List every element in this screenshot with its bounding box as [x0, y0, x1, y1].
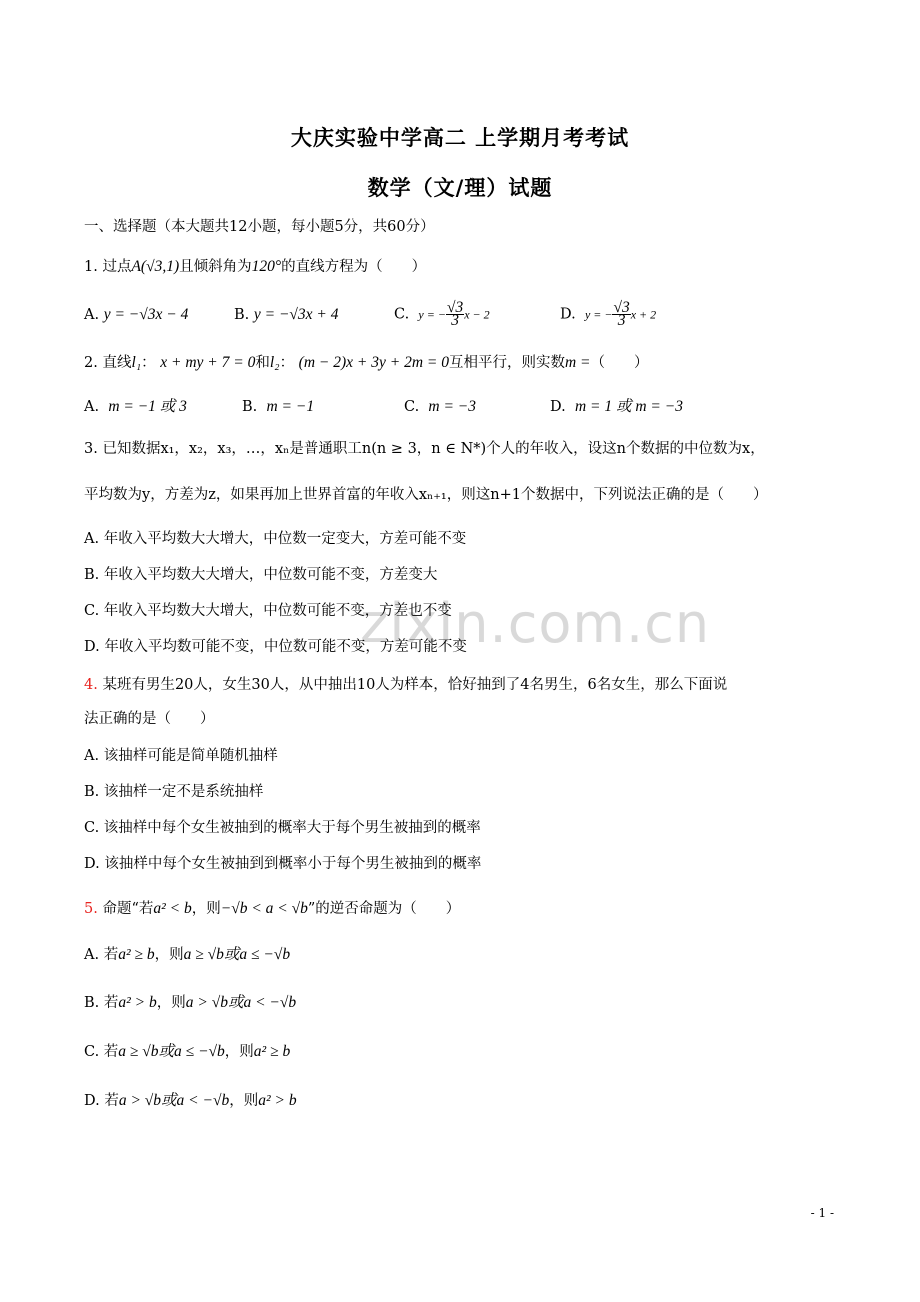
page-subtitle: 数学（文/理）试题 [367, 176, 553, 200]
question-3-line-2: 平均数为y，方差为z，如果再加上世界首富的年收入xₙ₊₁，则这n+1个数据中，下列说法正确的是（ ） [84, 487, 768, 503]
question-1-text-a: 过点 [102, 259, 132, 275]
option-5c: C. 若a ≥ √b或a ≤ −√b，则a² ≥ b [84, 1043, 291, 1060]
question-2: 2. 直线l₁： x + my + 7 = 0和l₂： (m − 2)x + 3y + 2m = 0互相平行，则实数m =（ ） [84, 354, 649, 371]
option-2c: C. m = −3 [404, 398, 477, 415]
option-1b: B. y = −√3x + 4 [234, 305, 339, 323]
option-3a: A. 年收入平均数大大增大，中位数一定变大，方差可能不变 [84, 531, 467, 547]
question-1-point: A(√3,1) [131, 258, 180, 275]
option-1a: A. y = −√3x − 4 [84, 305, 189, 323]
option-1c: C. y = − $\frac{√3}{3}$ x − 2 [394, 299, 490, 329]
option-5b: B. 若a² > b，则a > √b或a < −√b [84, 994, 297, 1011]
option-4d: D. 该抽样中每个女生被抽到到概率小于每个男生被抽到的概率 [84, 856, 482, 872]
option-2b: B. m = −1 [242, 398, 315, 415]
option-3c: C. 年收入平均数大大增大，中位数可能不变，方差也不变 [84, 603, 452, 619]
option-3b: B. 年收入平均数大大增大，中位数可能不变，方差变大 [84, 567, 438, 583]
question-4-line-1: 4. 某班有男生20人，女生30人，从中抽出10人为样本，恰好抽到了4名男生，6名女生，那么下面说 [84, 677, 728, 693]
option-3d: D. 年收入平均数可能不变，中位数可能不变，方差可能不变 [84, 639, 467, 655]
section-heading: 一、选择题（本大题共12小题，每小题5分，共60分） [84, 219, 435, 235]
watermark: zixin.com.cn [360, 592, 711, 655]
option-4a: A. 该抽样可能是简单随机抽样 [84, 748, 278, 764]
question-1-text-c: 的直线方程为（ ） [281, 259, 427, 275]
question-3-line-1: 3. 已知数据x₁，x₂，x₃，…，xₙ是普通职工n(n ≥ 3，n ∈ N*)个人的年收入，设这n个数据的中位数为x， [84, 441, 765, 457]
page-number: - 1 - [810, 1206, 834, 1220]
question-1-angle: 120° [251, 258, 282, 275]
option-5a: A. 若a² ≥ b，则a ≥ √b或a ≤ −√b [84, 946, 291, 963]
question-2-options [84, 396, 860, 418]
option-4b: B. 该抽样一定不是系统抽样 [84, 784, 264, 800]
question-1-number: 1. [84, 259, 98, 275]
question-4-line-2: 法正确的是（ ） [84, 711, 215, 727]
option-1d: D. y = − $\frac{√3}{3}$ x + 2 [560, 299, 657, 329]
option-4c: C. 该抽样中每个女生被抽到的概率大于每个男生被抽到的概率 [84, 820, 481, 836]
option-5d: D. 若a > √b或a < −√b，则a² > b [84, 1092, 297, 1109]
fraction-1c: $\frac{√3}{3}$ [446, 299, 464, 329]
question-5: 5. 命题“若a² < b，则−√b < a < √b”的逆否命题为（ ） [84, 900, 461, 917]
fraction-1d: $\frac{√3}{3}$ [613, 299, 630, 329]
page-title: 大庆实验中学高二 上学期月考考试 [290, 126, 630, 150]
question-1-text-b: 且倾斜角为 [179, 259, 252, 275]
option-2d: D. m = 1 或 m = −3 [550, 398, 683, 415]
option-2a: A. m = −1 或 3 [84, 398, 187, 415]
question-1 [84, 256, 860, 278]
question-1-options [84, 299, 860, 329]
